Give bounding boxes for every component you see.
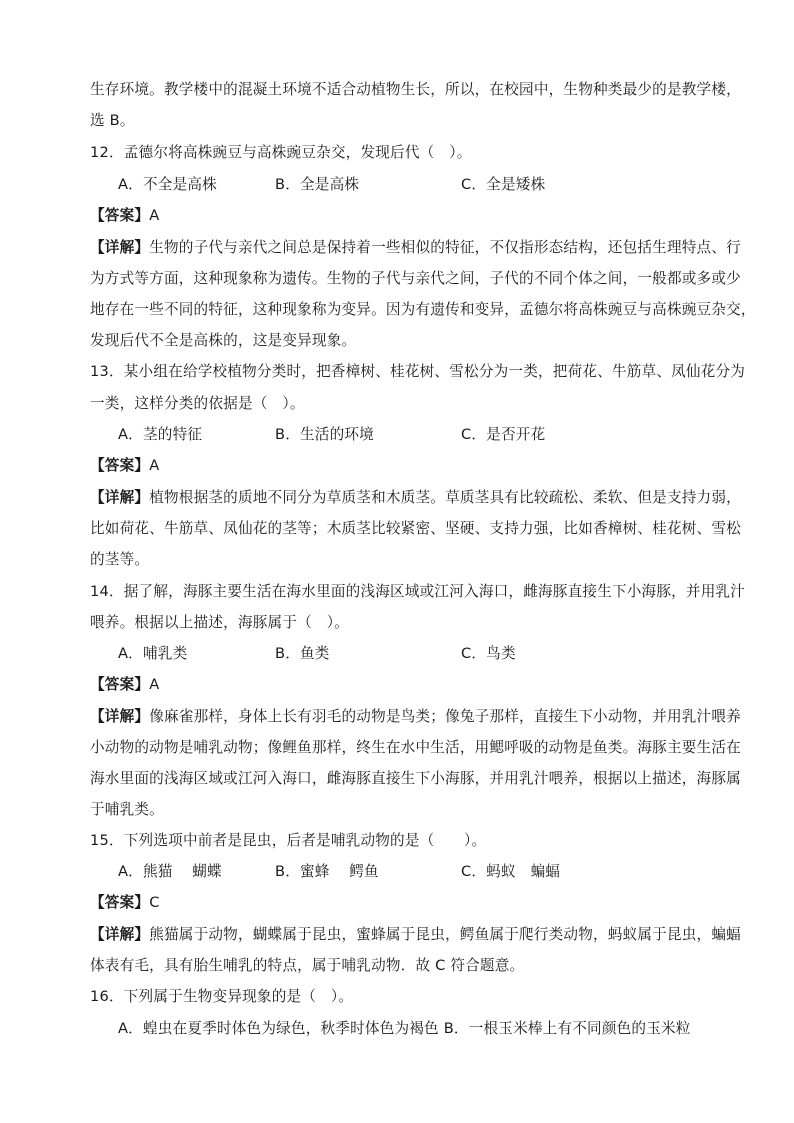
intro-line-1: 生存环境。教学楼中的混凝土环境不适合动植物生长，所以，在校园中，生物种类最少的是教学楼，: [90, 81, 741, 98]
q12-stem: 12．孟德尔将高株豌豆与高株豌豆杂交，发现后代（ ）。: [90, 144, 472, 161]
q16-options: A．蝗虫在夏季时体色为绿色，秋季时体色为褐色 B．一根玉米棒上有不同颜色的玉米粒: [118, 1020, 691, 1037]
q14-stem-1: 14．据了解，海豚主要生活在海水里面的浅海区域或江河入海口，雌海豚直接生下小海豚，并用乳汁: [90, 583, 746, 600]
q14-detail-4: 于哺乳类。: [90, 801, 164, 818]
q14-detail-3: 海水里面的浅海区域或江河入海口，雌海豚直接生下小海豚，并用乳汁喂养，根据以上描述，海豚属: [90, 770, 741, 787]
q12-option-a: A．不全是高株: [118, 176, 217, 193]
q14-detail-2: 小动物的动物是哺乳动物；像鲤鱼那样，终生在水中生活，用鳃呼吸的动物是鱼类。海豚主要生活在: [90, 739, 741, 756]
q13-detail-3: 的茎等。: [90, 551, 150, 568]
detail-tag: 【详解】: [90, 926, 150, 943]
q15-option-b: B．蜜蜂 鳄鱼: [275, 863, 379, 880]
answer-tag: 【答案】: [90, 676, 150, 693]
answer-tag: 【答案】: [90, 207, 150, 224]
q13-option-a: A．茎的特征: [118, 426, 203, 443]
detail-tag: 【详解】: [90, 239, 150, 256]
answer-value: A: [149, 457, 160, 474]
q12-answer: [90, 206, 159, 226]
q15-stem: 15．下列选项中前者是昆虫，后者是哺乳动物的是（ ）。: [90, 832, 487, 849]
q13-answer: [90, 456, 159, 476]
intro-line-2: 选 B。: [90, 112, 135, 129]
q15-option-c: C．蚂蚁 蝙蝠: [461, 863, 561, 880]
q15-detail-1: [90, 925, 741, 945]
q12-option-b: B．全是高株: [275, 176, 360, 193]
q12-option-c: C．全是矮株: [461, 176, 546, 193]
q14-answer: [90, 675, 159, 695]
q12-detail-3: 地存在一些不同的特征，这种现象称为变异。因为有遗传和变异，孟德尔将高株豌豆与高株豌豆杂交，: [90, 301, 756, 318]
answer-tag: 【答案】: [90, 457, 150, 474]
q13-option-c: C．是否开花: [461, 426, 546, 443]
q12-detail-4: 发现后代不全是高株的，这是变异现象。: [90, 332, 357, 349]
q13-stem-2: 一类，这样分类的依据是（ ）。: [90, 395, 305, 412]
detail-text: 生物的子代与亲代之间总是保持着一些相似的特征，不仅指形态结构，还包括生理特点、行: [149, 239, 741, 256]
detail-tag: 【详解】: [90, 489, 150, 506]
q15-detail-2: 体表有毛，具有胎生哺乳的特点，属于哺乳动物．故 C 符合题意。: [90, 957, 525, 974]
answer-value: A: [149, 676, 160, 693]
q13-option-b: B．生活的环境: [275, 426, 374, 443]
q14-option-b: B．鱼类: [275, 645, 330, 662]
detail-text: 熊猫属于动物，蝴蝶属于昆虫，蜜蜂属于昆虫，鳄鱼属于爬行类动物，蚂蚁属于昆虫，蝙蝠: [149, 926, 741, 943]
answer-value: C: [149, 894, 160, 911]
q15-answer: [90, 893, 160, 913]
q12-detail-1: [90, 238, 741, 258]
q14-option-a: A．哺乳类: [118, 645, 188, 662]
q13-stem-1: 13．某小组在给学校植物分类时，把香樟树、桂花树、雪松分为一类，把荷花、牛筋草、凤仙花分为: [90, 363, 746, 380]
detail-text: 像麻雀那样，身体上长有羽毛的动物是鸟类；像兔子那样，直接生下小动物，并用乳汁喂养: [149, 708, 741, 725]
answer-tag: 【答案】: [90, 894, 150, 911]
q13-detail-1: [90, 488, 741, 508]
q14-option-c: C．鸟类: [461, 645, 516, 662]
q15-option-a: A．熊猫 蝴蝶: [118, 863, 222, 880]
q16-stem: 16．下列属于生物变异现象的是（ ）。: [90, 988, 354, 1005]
q13-detail-2: 比如荷花、牛筋草、凤仙花的茎等；木质茎比较紧密、坚硬、支持力强，比如香樟树、桂花树、雪松: [90, 520, 741, 537]
q14-detail-1: [90, 707, 741, 727]
answer-value: A: [149, 207, 160, 224]
detail-text: 植物根据茎的质地不同分为草质茎和木质茎。草质茎具有比较疏松、柔软、但是支持力弱，: [149, 489, 741, 506]
q12-detail-2: 为方式等方面，这种现象称为遗传。生物的子代与亲代之间，子代的不同个体之间，一般都或多或少: [90, 270, 741, 287]
detail-tag: 【详解】: [90, 708, 150, 725]
q14-stem-2: 喂养。根据以上描述，海豚属于（ ）。: [90, 614, 349, 631]
